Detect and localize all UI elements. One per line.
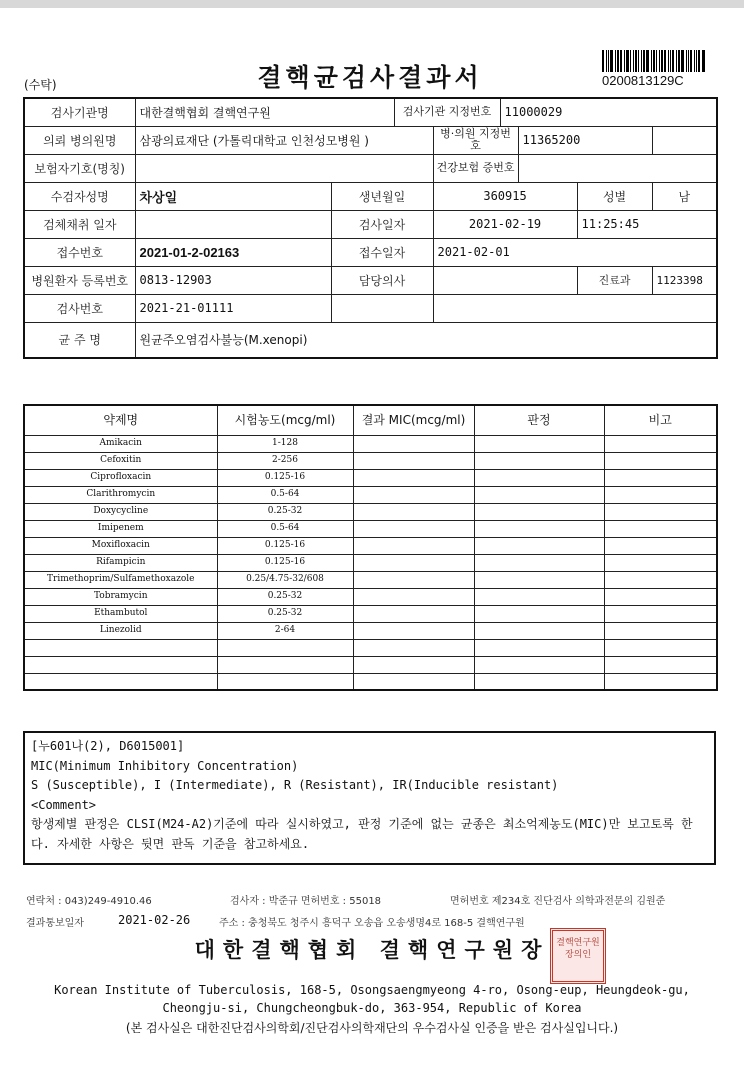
mic-result	[353, 588, 474, 605]
chart-no-value: 0813-12903	[135, 266, 331, 294]
requester-label: 의뢰 병의원명	[24, 126, 135, 154]
col-drug: 약제명	[24, 405, 217, 435]
mic-result	[353, 520, 474, 537]
inst-code-value: 11000029	[500, 98, 717, 126]
remarks	[604, 622, 717, 639]
test-range	[217, 639, 353, 656]
table-row	[24, 673, 717, 690]
mic-result	[353, 622, 474, 639]
contact: 연락처 : 043)249-4910.46	[26, 896, 152, 907]
interpretation	[474, 452, 604, 469]
interpretation	[474, 673, 604, 690]
mic-result	[353, 554, 474, 571]
chart-no-label: 병원환자 등록번호	[24, 266, 135, 294]
collect-label: 검체채취 일자	[24, 210, 135, 238]
drug-name: Doxycycline	[24, 503, 217, 520]
barcode-bar	[678, 50, 680, 72]
table-row	[24, 622, 717, 639]
inst-code-label: 검사기관 지정번호	[394, 98, 500, 126]
interpretation	[474, 639, 604, 656]
barcode-bar	[606, 50, 607, 72]
sex-value: 남	[652, 182, 717, 210]
patient-label: 수검자성명	[24, 182, 135, 210]
table-row	[24, 537, 717, 554]
barcode-bar	[635, 50, 637, 72]
organism-value: 원균주오염검사불능(M.xenopi)	[135, 322, 717, 358]
interpretation	[474, 571, 604, 588]
interpretation	[474, 520, 604, 537]
doctor-value	[433, 266, 577, 294]
col-range: 시험농도(mcg/ml)	[217, 405, 353, 435]
test-range: 0.125-16	[217, 554, 353, 571]
drug-name: Imipenem	[24, 520, 217, 537]
interpretation	[474, 435, 604, 452]
barcode-bar	[608, 50, 609, 72]
drug-name: Linezolid	[24, 622, 217, 639]
remarks	[604, 554, 717, 571]
barcode-bar	[681, 50, 684, 72]
mic-result	[353, 673, 474, 690]
test-range: 0.25-32	[217, 503, 353, 520]
table-row	[24, 588, 717, 605]
barcode-bar	[620, 50, 622, 72]
patient-value: 차상일	[135, 182, 331, 210]
report-date-label: 결과통보일자	[26, 918, 84, 929]
drug-name: Trimethoprim/Sulfamethoxazole	[24, 571, 217, 588]
remarks	[604, 503, 717, 520]
received-mark: (수탁)	[24, 78, 57, 92]
institution-label: 검사기관명	[24, 98, 135, 126]
report-date-value: 2021-02-26	[118, 913, 191, 927]
col-mic: 결과 MIC(mcg/ml)	[353, 405, 474, 435]
birth-value: 360915	[433, 182, 577, 210]
test-range: 0.125-16	[217, 469, 353, 486]
drug-name: Amikacin	[24, 435, 217, 452]
barcode-bar	[633, 50, 634, 72]
table-row	[24, 435, 717, 452]
receipt-no-label: 접수번호	[24, 238, 135, 266]
drug-name: Cefoxitin	[24, 452, 217, 469]
interpretation	[474, 656, 604, 673]
health-ins-label: 건강보험 증번호	[433, 154, 518, 182]
barcode-bar	[688, 50, 689, 72]
barcode-bar	[653, 50, 655, 72]
table-row	[24, 571, 717, 588]
remarks	[604, 605, 717, 622]
test-range	[217, 656, 353, 673]
barcode-bar	[698, 50, 700, 72]
test-range	[217, 673, 353, 690]
drug-name	[24, 639, 217, 656]
mic-result	[353, 656, 474, 673]
pathologist: 면허번호 제234호 진단검사 의학과전문의 김원준	[450, 896, 666, 907]
drug-name: Rifampicin	[24, 554, 217, 571]
test-range: 0.25/4.75-32/608	[217, 571, 353, 588]
remarks	[604, 639, 717, 656]
sex-label: 성별	[577, 182, 652, 210]
drug-name: Ciprofloxacin	[24, 469, 217, 486]
test-range: 2-64	[217, 622, 353, 639]
col-interpretation: 판정	[474, 405, 604, 435]
barcode-bar	[686, 50, 687, 72]
table-row	[24, 452, 717, 469]
dept-value: 1123398	[652, 266, 717, 294]
table-row	[24, 520, 717, 537]
address-en-line1: Korean Institute of Tuberculosis, 168-5, Osongsaengmyeong 4-ro, Osong-eup, Heungdeok-gu,	[54, 983, 690, 997]
barcode-bar	[690, 50, 692, 72]
mic-line: MIC(Minimum Inhibitory Concentration)	[31, 758, 299, 773]
certification-note: (본 검사실은 대한진단검사의학회/진단검사의학재단의 우수검사실 인증을 받은 검사실입니다.)	[125, 1021, 619, 1035]
empty-cell	[652, 126, 717, 154]
remarks	[604, 452, 717, 469]
institute-name: 대한결핵협회 결핵연구원장	[194, 937, 550, 962]
test-range: 2-256	[217, 452, 353, 469]
doctor-label: 담당의사	[331, 266, 433, 294]
test-range: 0.5-64	[217, 486, 353, 503]
clinic-code-value: 11365200	[518, 126, 652, 154]
official-seal	[550, 928, 606, 984]
comment-box	[23, 731, 716, 865]
barcode	[602, 50, 706, 72]
empty-cell	[433, 294, 717, 322]
receipt-no-value: 2021-01-2-02163	[135, 238, 331, 266]
interpretation	[474, 486, 604, 503]
address-kr: 주소 : 충청북도 청주시 흥덕구 오송읍 오송생명4로 168-5 결핵연구원	[219, 918, 525, 929]
barcode-bar	[670, 50, 671, 72]
requester-value: 삼광의료재단 (가톨릭대학교 인천성모병원 )	[135, 126, 433, 154]
birth-label: 생년월일	[331, 182, 433, 210]
interpretation	[474, 537, 604, 554]
comment-label: <Comment>	[31, 797, 97, 812]
barcode-bar	[668, 50, 669, 72]
barcode-number: 0200813129C	[602, 73, 684, 88]
drug-name: Moxifloxacin	[24, 537, 217, 554]
barcode-bar	[661, 50, 664, 72]
empty-cell	[331, 294, 433, 322]
interpretation	[474, 469, 604, 486]
barcode-bar	[664, 50, 666, 72]
collect-value	[135, 210, 331, 238]
test-date-value: 2021-02-19	[433, 210, 577, 238]
drug-name: Tobramycin	[24, 588, 217, 605]
barcode-bar	[659, 50, 660, 72]
drug-name	[24, 656, 217, 673]
barcode-bar	[626, 50, 629, 72]
test-time-value: 11:25:45	[577, 210, 717, 238]
table-row	[24, 554, 717, 571]
mic-result	[353, 486, 474, 503]
interpretation	[474, 605, 604, 622]
remarks	[604, 435, 717, 452]
mic-result	[353, 503, 474, 520]
remarks	[604, 486, 717, 503]
mic-result	[353, 639, 474, 656]
table-row	[24, 486, 717, 503]
examiner: 검사자 : 박준규 면허번호 : 55018	[230, 896, 382, 907]
barcode-bar	[630, 50, 631, 72]
test-range: 0.25-32	[217, 605, 353, 622]
remarks	[604, 571, 717, 588]
clinic-code-label: 병·의원 지정번호	[433, 126, 518, 154]
test-range: 0.125-16	[217, 537, 353, 554]
test-range: 0.5-64	[217, 520, 353, 537]
table-row	[24, 605, 717, 622]
mic-result	[353, 537, 474, 554]
sir-line: S (Susceptible), I (Intermediate), R (Resistant), IR(Inducible resistant)	[31, 778, 559, 792]
dept-label: 진료과	[577, 266, 652, 294]
insurer-label: 보험자기호(명칭)	[24, 154, 135, 182]
receipt-date-label: 접수일자	[331, 238, 433, 266]
interpretation	[474, 622, 604, 639]
barcode-bar	[656, 50, 657, 72]
table-header-row	[24, 405, 717, 435]
barcode-bar	[617, 50, 619, 72]
table-row	[24, 656, 717, 673]
barcode-bar	[638, 50, 639, 72]
mic-result	[353, 571, 474, 588]
table-row	[24, 639, 717, 656]
barcode-bar	[702, 50, 705, 72]
code-line: [누601나(2), D6015001]	[31, 739, 185, 753]
seal-text: 결핵연구원장의인	[556, 938, 600, 960]
remarks	[604, 537, 717, 554]
insurer-value	[135, 154, 433, 182]
drug-name	[24, 673, 217, 690]
barcode-bar	[696, 50, 697, 72]
barcode-bar	[651, 50, 652, 72]
barcode-bar	[676, 50, 677, 72]
test-no-value: 2021-21-01111	[135, 294, 331, 322]
mic-result	[353, 452, 474, 469]
interpretation	[474, 554, 604, 571]
drug-name: Clarithromycin	[24, 486, 217, 503]
interpretation	[474, 503, 604, 520]
remarks	[604, 673, 717, 690]
barcode-bar	[624, 50, 625, 72]
remarks	[604, 520, 717, 537]
top-border	[0, 0, 744, 8]
barcode-bar	[694, 50, 695, 72]
barcode-bar	[615, 50, 616, 72]
comment-text: 항생제별 판정은 CLSI(M24-A2)기준에 따라 실시하였고, 판정 기준에 없는 균종은 최소억제농도(MIC)만 보고토록 한다. 자세한 사항은 뒷면 판독 기준을 참고하세요.	[31, 817, 693, 851]
test-no-label: 검사번호	[24, 294, 135, 322]
patient-info-table	[23, 97, 718, 359]
test-range: 0.25-32	[217, 588, 353, 605]
col-remarks: 비고	[604, 405, 717, 435]
health-ins-value	[518, 154, 717, 182]
barcode-bar	[672, 50, 674, 72]
remarks	[604, 656, 717, 673]
table-row	[24, 469, 717, 486]
barcode-bar	[643, 50, 645, 72]
address-en-line2: Cheongju-si, Chungcheongbuk-do, 363-954, Republic of Korea	[162, 1001, 582, 1015]
barcode-bar	[602, 50, 604, 72]
receipt-date-value: 2021-02-01	[433, 238, 717, 266]
barcode-bar	[646, 50, 649, 72]
drug-name: Ethambutol	[24, 605, 217, 622]
organism-label: 균 주 명	[24, 322, 135, 358]
mic-result	[353, 469, 474, 486]
interpretation	[474, 588, 604, 605]
document-title: 결핵균검사결과서	[257, 63, 483, 92]
remarks	[604, 469, 717, 486]
institution-value: 대한결핵협회 결핵연구원	[135, 98, 394, 126]
test-date-label: 검사일자	[331, 210, 433, 238]
drug-susceptibility-table	[23, 404, 718, 691]
test-range: 1-128	[217, 435, 353, 452]
remarks	[604, 588, 717, 605]
mic-result	[353, 605, 474, 622]
barcode-bar	[641, 50, 642, 72]
barcode-bar	[610, 50, 613, 72]
table-row	[24, 503, 717, 520]
mic-result	[353, 435, 474, 452]
